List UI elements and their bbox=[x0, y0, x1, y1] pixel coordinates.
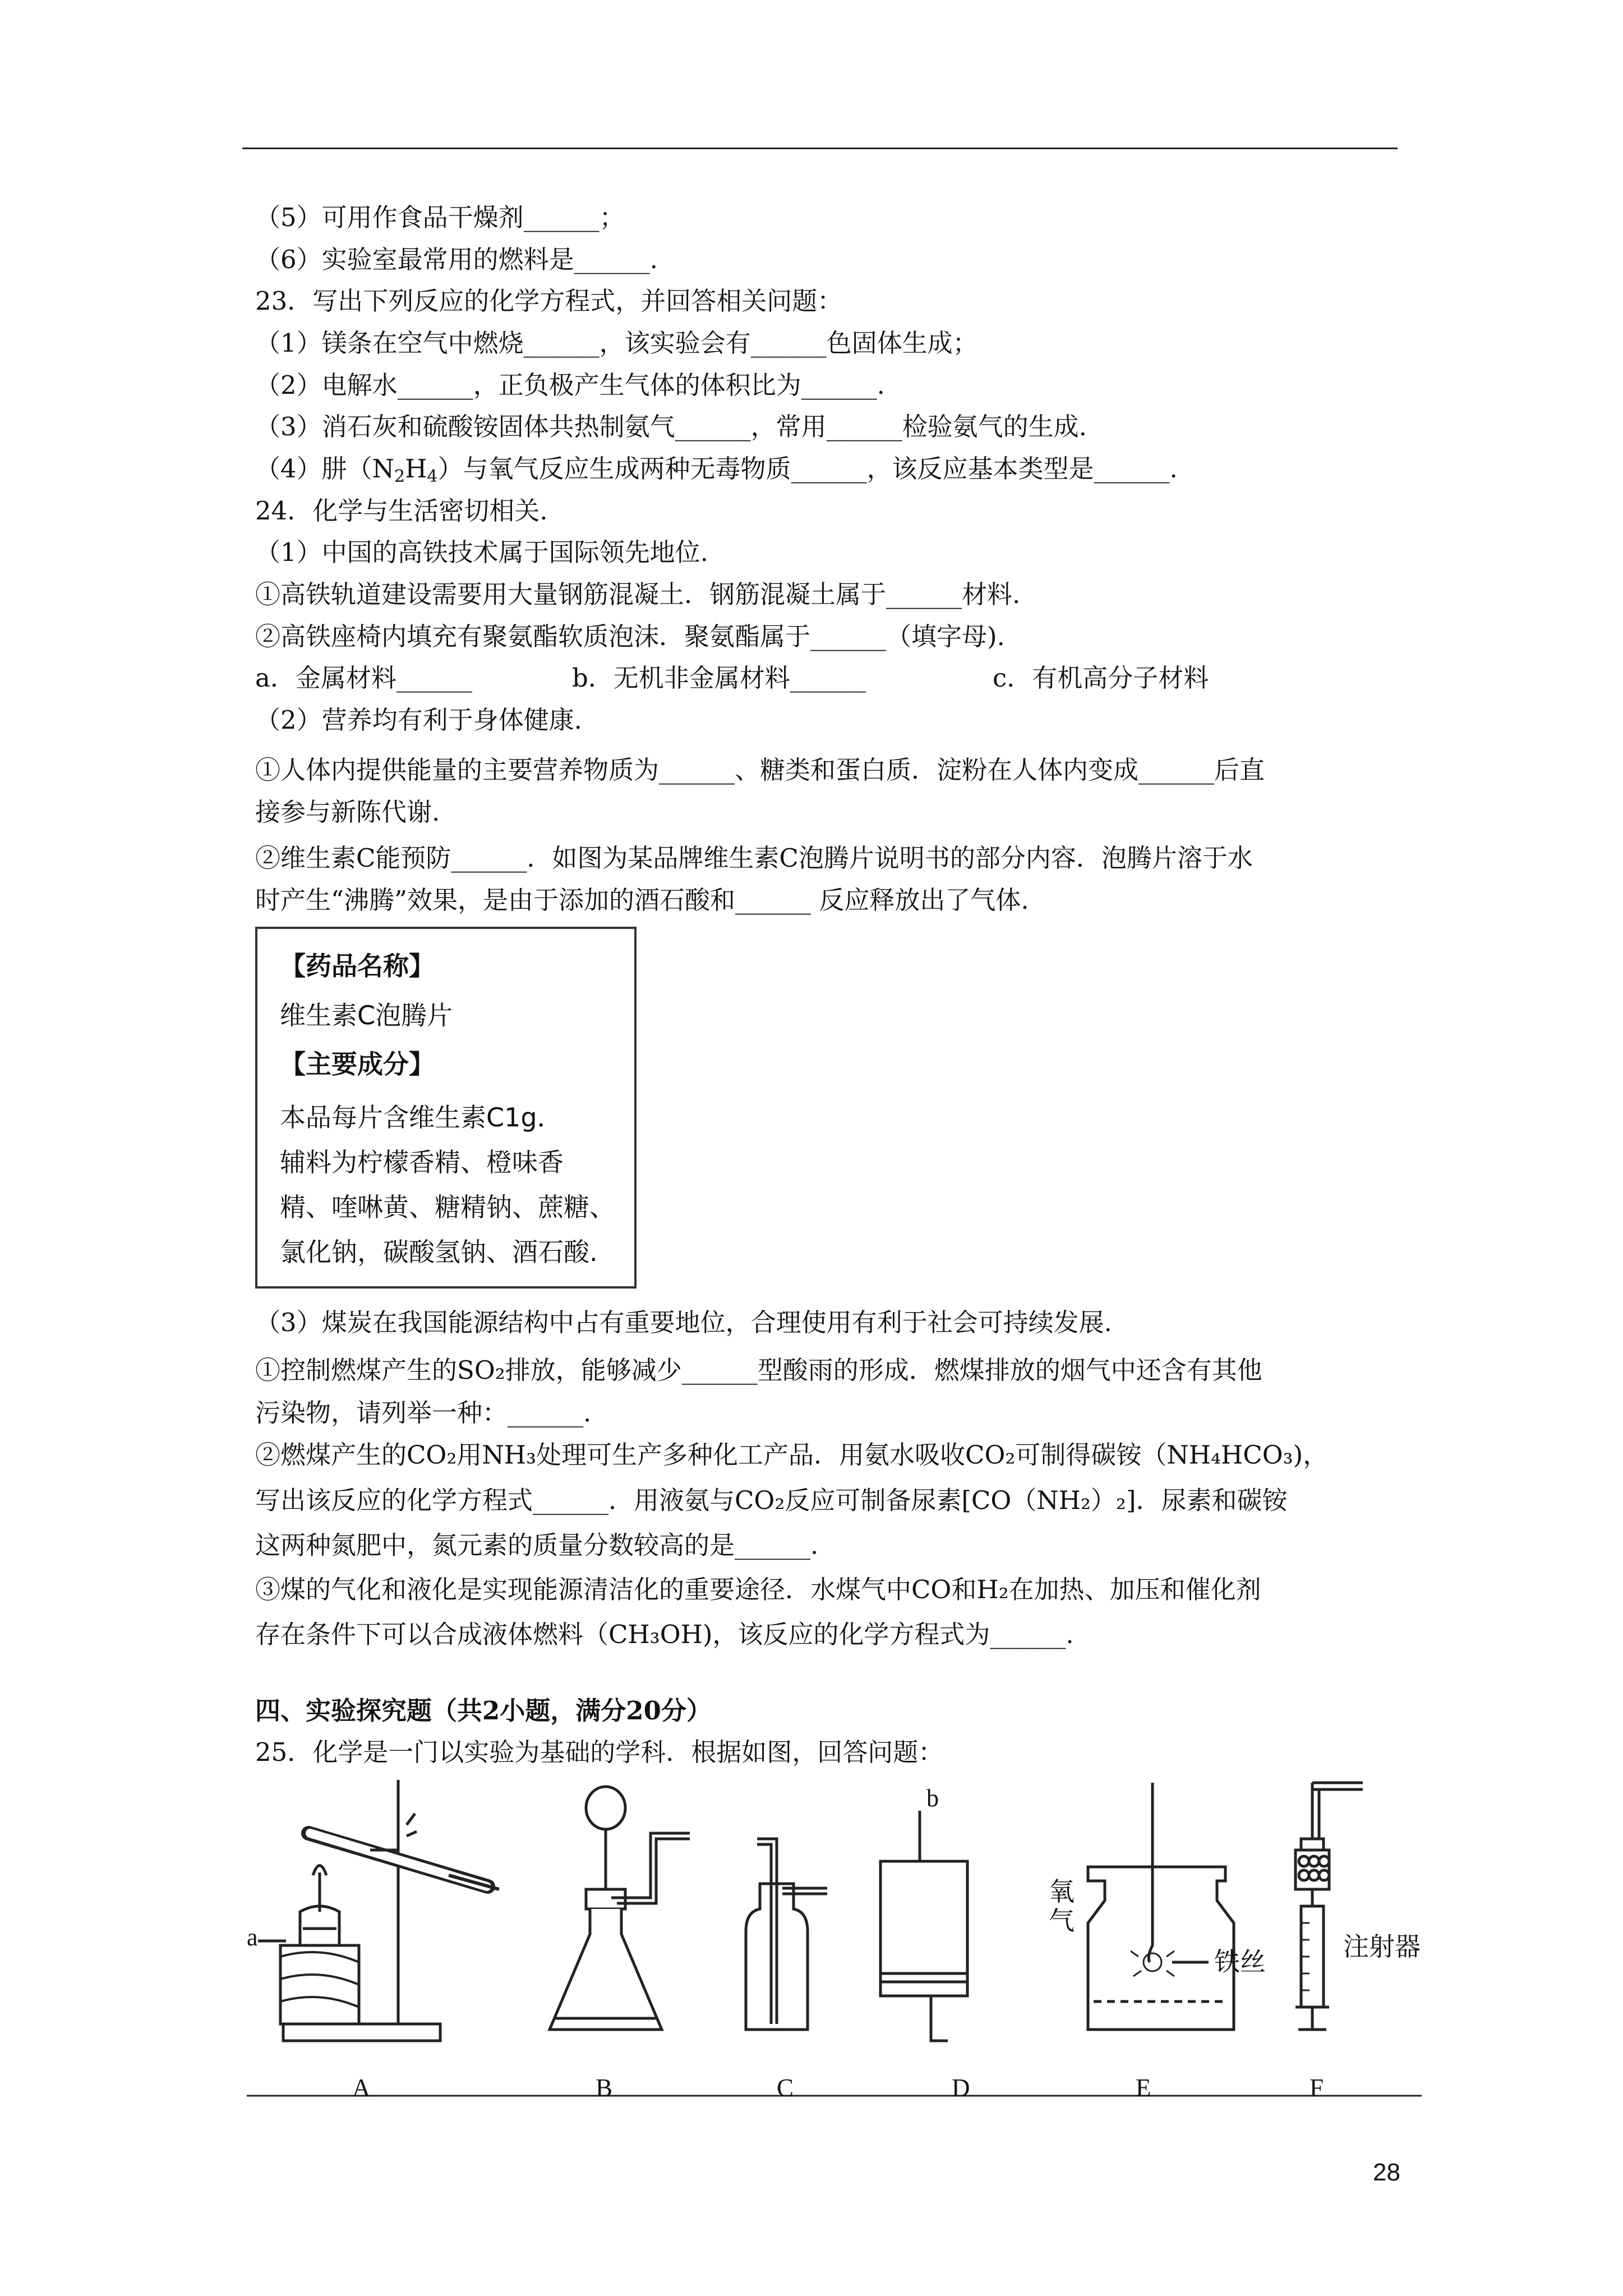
apparatus-a bbox=[258, 1780, 499, 2041]
page-number: 28 bbox=[1373, 2159, 1400, 2186]
option-a: a．金属材料______ bbox=[255, 663, 472, 693]
option-c: c．有机高分子材料 bbox=[993, 663, 1209, 693]
text-line: （3）煤炭在我国能源结构中占有重要地位，合理使用有利于社会可持续发展. bbox=[255, 1308, 1112, 1337]
text-line: （1）镁条在空气中燃烧______，该实验会有______色固体生成； bbox=[255, 328, 978, 358]
apparatus-b bbox=[550, 1787, 690, 2030]
text-line: ①控制燃煤产生的SO₂排放，能够减少______型酸雨的形成．燃煤排放的烟气中还含有其他 bbox=[255, 1355, 1262, 1385]
header-rule bbox=[242, 148, 1398, 149]
question-25: 25．化学是一门以实验为基础的学科．根据如图，回答问题： bbox=[255, 1737, 944, 1767]
label-a: a bbox=[247, 1924, 258, 1951]
text-line: （2）营养均有利于身体健康. bbox=[255, 705, 582, 735]
question-24: 24．化学与生活密切相关. bbox=[255, 496, 548, 526]
text-line: ②维生素C能预防______．如图为某品牌维生素C泡腾片说明书的部分内容．泡腾片溶于水 bbox=[255, 843, 1253, 873]
text-line: 接参与新陈代谢. bbox=[255, 797, 440, 827]
text-line: 污染物，请列举一种：______. bbox=[255, 1398, 592, 1428]
text-line: ①高铁轨道建设需要用大量钢筋混凝土．钢筋混凝土属于______材料. bbox=[255, 579, 1021, 609]
caption-a: A bbox=[352, 2074, 371, 2102]
apparatus-d bbox=[880, 1811, 967, 2041]
apparatus-f bbox=[1295, 1783, 1363, 2030]
text-line: 这两种氮肥中，氮元素的质量分数较高的是______. bbox=[255, 1530, 819, 1560]
text-line: （1）中国的高铁技术属于国际领先地位. bbox=[255, 537, 708, 567]
section-heading: 四、实验探究题（共2小题，满分20分） bbox=[255, 1696, 712, 1726]
caption-d: D bbox=[952, 2074, 970, 2102]
label-heading: 【主要成分】 bbox=[280, 1049, 435, 1079]
label-iron-wire: 铁丝 bbox=[1214, 1947, 1266, 1977]
caption-f: F bbox=[1310, 2074, 1324, 2102]
text-line: ②高铁座椅内填充有聚氨酯软质泡沫．聚氨酯属于______（填字母). bbox=[255, 622, 1005, 651]
text-line: （6）实验室最常用的燃料是______. bbox=[255, 245, 658, 274]
text-line: 存在条件下可以合成液体燃料（CH₃OH)，该反应的化学方程式为______. bbox=[255, 1619, 1074, 1649]
apparatus-c bbox=[746, 1839, 827, 2030]
text-line: 时产生“沸腾”效果，是由于添加的酒石酸和______ 反应释放出了气体. bbox=[255, 885, 1029, 915]
label-drug-name: 维生素C泡腾片 bbox=[280, 1000, 453, 1030]
label-b: b bbox=[926, 1784, 939, 1812]
text-line: ②燃煤产生的CO₂用NH₃处理可生产多种化工产品．用氨水吸收CO₂可制得碳铵（NH₄HCO₃)， bbox=[255, 1440, 1329, 1470]
text-line: （5）可用作食品干燥剂______； bbox=[255, 203, 625, 232]
label-title: 【药品名称】 bbox=[280, 951, 435, 981]
caption-b: B bbox=[596, 2074, 613, 2102]
label-text: 氯化钠，碳酸氢钠、酒石酸. bbox=[280, 1237, 598, 1267]
label-text: 精、喹啉黄、糖精钠、蔗糖、 bbox=[280, 1192, 615, 1222]
vitamin-c-label-box bbox=[255, 927, 637, 1289]
text-line: ①人体内提供能量的主要营养物质为______、糖类和蛋白质．淀粉在人体内变成______后直 bbox=[255, 755, 1265, 785]
text-line: （4）肼$(N_2H_4)$与氧气反应生成两种无毒物质______，该反应基本类型是______. bbox=[255, 454, 1178, 486]
label-oxygen: 氧 bbox=[1049, 1876, 1075, 1907]
option-b: b．无机非金属材料______ bbox=[572, 663, 866, 693]
text-line: ③煤的气化和液化是实现能源清洁化的重要途径．水煤气中CO和H₂在加热、加压和催化剂 bbox=[255, 1575, 1261, 1604]
label-text: 辅料为柠檬香精、橙味香 bbox=[280, 1147, 564, 1177]
label-syringe: 注射器 bbox=[1343, 1931, 1421, 1962]
label-oxygen: 气 bbox=[1049, 1906, 1075, 1936]
text-line: （2）电解水______，正负极产生气体的体积比为______. bbox=[255, 370, 885, 400]
text-line: （3）消石灰和硫酸铵固体共热制氨气______，常用______检验氨气的生成. bbox=[255, 412, 1087, 441]
label-text: 本品每片含维生素C1g． bbox=[280, 1102, 563, 1133]
question-23: 23．写出下列反应的化学方程式，并回答相关问题： bbox=[255, 286, 843, 316]
apparatus-e bbox=[1088, 1783, 1234, 2030]
text-line: 写出该反应的化学方程式______．用液氨与CO₂反应可制备尿素[CO（NH₂）₂]．尿素和碳铵 bbox=[255, 1485, 1288, 1515]
caption-e: E bbox=[1136, 2074, 1151, 2102]
caption-c: C bbox=[777, 2074, 794, 2102]
apparatus-figure bbox=[247, 1777, 1422, 2114]
